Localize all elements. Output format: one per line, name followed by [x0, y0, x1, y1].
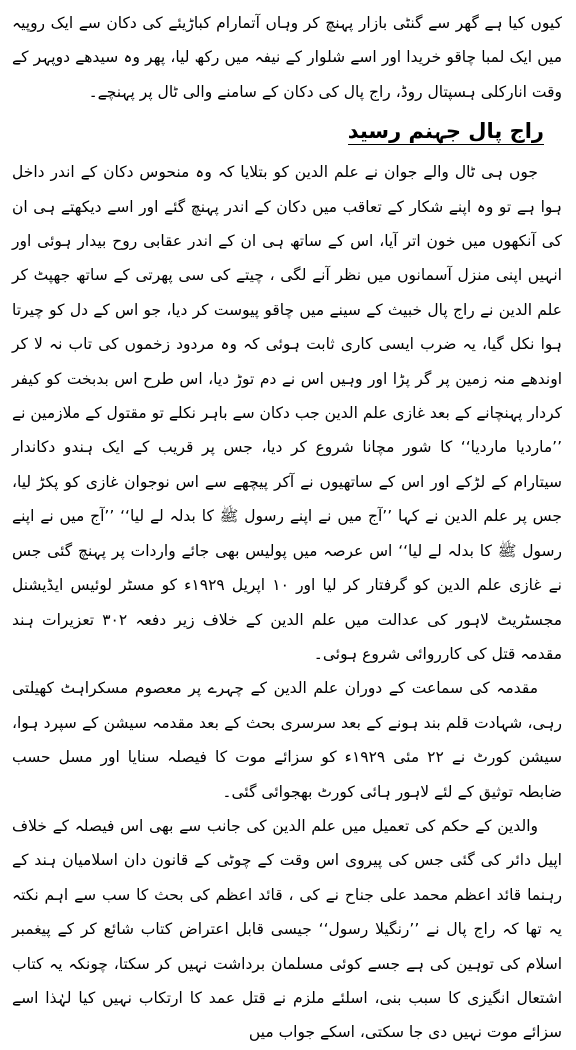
section-heading-text: راج پال جہنم رسید — [347, 119, 544, 144]
section-heading — [12, 111, 562, 151]
intro-paragraph: کیوں کیا ہے گھر سے گنٹی بازار پہنچ کر وہاں آتمارام کباڑیئے کی دکان سے ایک روپیہ میں ایک لمبا چاقو خریدا اور اسے شلوار کے نیفہ میں رکھ لیا، پھر وہ سیدھے دوپہر کے وقت انارکلی ہسپتال روڈ، راج پال کی دکان کے سامنے والی ٹال پر پہنچے۔ — [12, 14, 562, 101]
body-paragraph: والدین کے حکم کی تعمیل میں علم الدین کی جانب سے بھی اس فیصلہ کے خلاف اپیل دائر کی گئی جس کی پیروی اس وقت کے چوٹی کے قانون دان اسلامیان ہند کے رہنما قائد اعظم محمد علی جناح نے کی ، قائد اعظم کی بحث کا سب سے اہم نکتہ یہ تھا کہ راج پال نے ’’رنگیلا رسول‘‘ جیسی قابل اعتراض کتاب شائع کر کے پیغمبر اسلام کی توہین کی ہے جسے کوئی مسلمان برداشت نہیں کر سکتا، چونکہ یہ کتاب اشتعال انگیزی کا سبب بنی، اسلئے ملزم نے قتل عمد کا ارتکاب نہیں کیا لہٰذا اسے سزائے موت نہیں دی جا سکتی، اسکے جواب میں — [12, 816, 562, 1042]
body-paragraph: مقدمہ کی سماعت کے دوران علم الدین کے چہرے پر معصوم مسکراہٹ کھیلتی رہی، شہادت قلم بند ہونے کے بعد سرسری بحث کے بعد مقدمہ سیشن کے سپرد ہوا، سیشن کورٹ نے ۲۲ مئی ۱۹۲۹ء کو سزائے موت کا فیصلہ سنایا اور مسل حسب ضابطہ توثیق کے لئے لاہور ہائی کورٹ بھجوائی گئی۔ — [12, 679, 563, 801]
body-paragraph: جوں ہی ٹال والے جوان نے علم الدین کو بتلایا کہ وہ منحوس دکان کے اندر داخل ہوا ہے تو وہ اپنے شکار کے تعاقب میں دکان کے اندر پہنچ گئے اور اسے دیکھتے ہی ان کی آنکھوں میں خون اتر آیا، اس کے ساتھ ہی ان کے اندر عقابی روح بیدار ہوئی اور انہیں اپنی منزل آسمانوں میں نظر آنے لگی ، چیتے کی سی پھرتی کے ساتھ جھپٹ کر علم الدین نے راج پال خبیث کے سینے میں چاقو پیوست کر دیا، جو اس کے دل کو چیرتا ہوا نکل گیا، یہ ضرب ایسی کاری ثابت ہوئی کہ وہ مردود زخموں کی تاب نہ لا کر اوندھے منہ زمین پر گر پڑا اور وہیں اس نے دم توڑ دیا، اس طرح اس بدبخت کو کیفر کردار پہنچانے کے بعد غازی علم الدین جب دکان سے باہر نکلے تو مقتول کے ملازمین نے ’’ماردیا ماردیا‘‘ کا شور مچانا شروع کر دیا، جس پر قریب کے ایک ہندو دکاندار سیتارام کے لڑکے اور اس کے ساتھیوں نے آکر پیچھے سے اس نوجوان غازی کو پکڑ لیا، جس پر علم الدین نے کہا ’’آج میں نے اپنے رسول ﷺ کا بدلہ لے لیا‘‘ ’’آج میں نے اپنے رسول ﷺ کا بدلہ لے لیا‘‘ اس عرصہ میں پولیس بھی جائے واردات پر پہنچ گئی جس نے غازی علم الدین کو گرفتار کر لیا اور ۱۰ اپریل ۱۹۲۹ء کو مسٹر لوئیس ایڈیشنل مجسٹریٹ لاہور کی عدالت میں علم الدین کے خلاف زیر دفعہ ۳۰۲ تعزیرات ہند مقدمہ قتل کی کارروائی شروع ہوئی۔ — [12, 163, 563, 663]
